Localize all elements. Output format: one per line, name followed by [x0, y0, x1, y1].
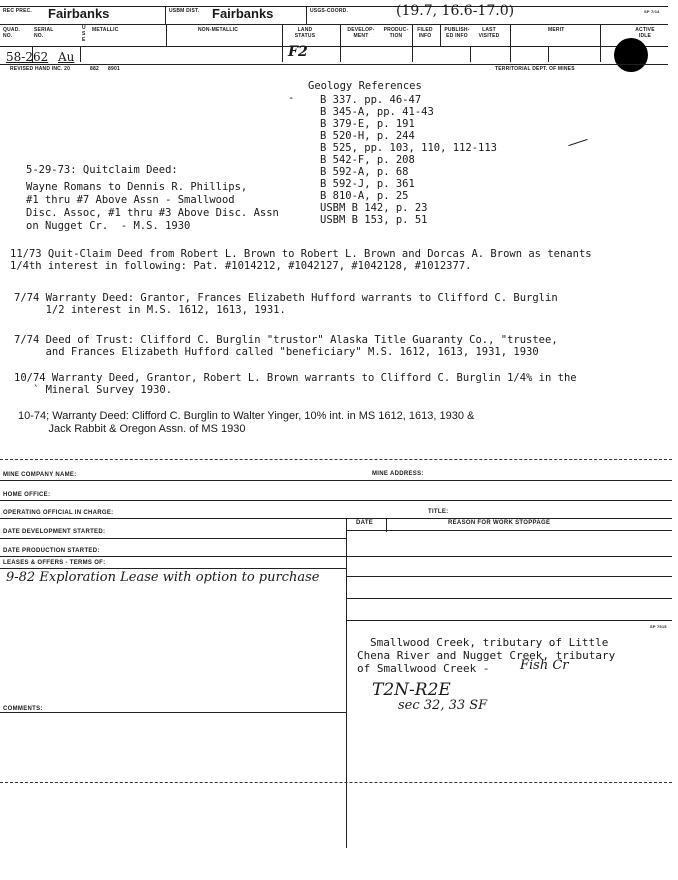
geology-reference-item: USBM B 142, p. 23: [320, 202, 428, 214]
production-label: PRODUC- TION: [383, 27, 409, 39]
usbm-dist-label: USBM DIST.: [169, 8, 200, 14]
geology-reference-item: B 379-E, p. 191: [320, 118, 415, 130]
rec-prec-label: REC PREC.: [3, 8, 33, 14]
township-range: T2N-R2E: [372, 680, 451, 700]
usgs-coord-value: (19.7, 16.6-17.0): [396, 3, 515, 19]
quitclaim-1973-line: 5-29-73: Quitclaim Deed:: [26, 164, 178, 176]
leases-offers-label: LEASES & OFFERS - TERMS OF:: [3, 560, 106, 566]
geology-reference-item: B 525, pp. 103, 110, 112-113: [320, 142, 498, 154]
published-info-label: PUBLISH- ED INFO: [444, 27, 470, 39]
use-label: U S E: [82, 25, 86, 43]
geology-reference-item: USBM B 153, p. 51: [320, 214, 428, 226]
revised-label: REVISED HAND INC. 20: [10, 66, 71, 72]
entry-1974-trust: 7/74 Deed of Trust: Clifford C. Burglin "trustor" Alaska Title Guaranty Co., "trustee, and Frances Elizabeth Hufford called "beneficiary" M.S. 1612, 1613, 1931, 1930: [14, 334, 558, 358]
form-number: SP 7/14: [644, 9, 660, 14]
date-label: DATE: [356, 520, 374, 526]
revised-num-2: 8901: [108, 66, 120, 72]
date-development-started-label: DATE DEVELOPMENT STARTED:: [3, 529, 106, 535]
entry-1974-yinger-warranty: 10-74; Warranty Deed: Clifford C. Burglin to Walter Yinger, 10% int. in MS 1612, 1613, 1930 & Jack Rabbit & Oregon Assn. of MS 1930: [18, 410, 475, 435]
checkmark-tick: [568, 139, 587, 146]
date-production-started-label: DATE PRODUCTION STARTED:: [3, 548, 100, 554]
mine-address-label: MINE ADDRESS:: [372, 471, 424, 477]
location-line-3: of Smallwood Creek -: [357, 662, 497, 675]
location-line-1: Smallwood Creek, tributary of Little: [370, 636, 609, 649]
section-numbers: sec 32, 33 SF: [398, 698, 488, 713]
entry-1974-brown-warranty: 10/74 Warranty Deed, Grantor, Robert L. Brown warrants to Clifford C. Burglin 1/4% in the ` Mineral Survey 1930.: [14, 372, 577, 396]
reason-work-stoppage-label: REASON FOR WORK STOPPAGE: [448, 520, 551, 526]
geology-reference-item: B 337. pp. 46-47: [320, 94, 422, 106]
geology-reference-item: B 592-A, p. 68: [320, 166, 409, 178]
geology-reference-item: B 520-H, p. 244: [320, 130, 415, 142]
location-line-2: Chena River and Nugget Creek, tributary: [357, 649, 616, 662]
geology-title: Geology References: [308, 80, 422, 92]
merit-label: MERIT: [548, 27, 565, 33]
rec-prec-value: Fairbanks: [48, 6, 110, 21]
serial-no-label: SERIAL NO.: [34, 27, 54, 39]
quitclaim-1973-line: Wayne Romans to Dennis R. Phillips,: [26, 181, 248, 193]
land-status-label: LAND STATUS: [294, 27, 316, 39]
entry-1974-warranty: 7/74 Warranty Deed: Grantor, Frances Elizabeth Hufford warrants to Clifford C. Burglin 1/2 interest in M.S. 1612, 1613, 1931.: [14, 292, 558, 316]
quitclaim-1973-line: Disc. Assoc, #1 thru #3 Above Disc. Assn: [26, 207, 279, 219]
geology-reference-item: B 345-A, pp. 41-43: [320, 106, 434, 118]
usbm-dist-value: Fairbanks: [212, 6, 274, 21]
serial-value: Au: [58, 50, 75, 64]
location-scrawl: Fish Cr: [520, 658, 569, 673]
quad-value: 58-262: [6, 50, 49, 64]
quitclaim-1973-line: on Nugget Cr. - M.S. 1930: [26, 220, 191, 232]
active-idle-label: ACTIVE IDLE: [635, 27, 655, 39]
quitclaim-1973-line: #1 thru #7 Above Assn - Smallwood: [26, 194, 235, 206]
land-status-value: F2: [288, 44, 308, 60]
last-visited-label: LAST VISITED: [478, 27, 500, 39]
entry-1973-quitclaim: 11/73 Quit-Claim Deed from Robert L. Brown to Robert L. Brown and Dorcas A. Brown as tenants 1/4th interest in following: Pat. #1014212, #1042127, #1042128, #1012377.: [10, 248, 592, 272]
operating-official-label: OPERATING OFFICIAL IN CHARGE:: [3, 510, 114, 516]
leases-offers-value: 9-82 Exploration Lease with option to purchase: [6, 570, 320, 585]
title-label: TITLE:: [428, 509, 449, 515]
geology-dash: -: [288, 92, 295, 104]
active-status-dot: [614, 38, 648, 72]
home-office-label: HOME OFFICE:: [3, 492, 51, 498]
geology-reference-item: B 542-F, p. 208: [320, 154, 415, 166]
development-label: DEVELOP- MENT: [347, 27, 375, 39]
mine-company-name-label: MINE COMPANY NAME:: [3, 472, 77, 478]
geology-reference-item: B 592-J, p. 361: [320, 178, 415, 190]
territorial-dept: TERRITORIAL DEPT. OF MINES: [495, 66, 575, 72]
comments-label: COMMENTS:: [3, 706, 43, 712]
sp-code: SP 7915: [650, 624, 667, 629]
geology-reference-item: B 810-A, p. 25: [320, 190, 409, 202]
nonmetallic-label: NON-METALLIC: [198, 27, 239, 33]
metallic-label: METALLIC: [92, 27, 119, 33]
quad-no-label: QUAD. NO.: [3, 27, 21, 39]
filed-info-label: FILED INFO: [417, 27, 433, 39]
revised-num-1: 882: [90, 66, 99, 72]
usgs-coord-label: USGS-COORD.: [310, 8, 349, 14]
